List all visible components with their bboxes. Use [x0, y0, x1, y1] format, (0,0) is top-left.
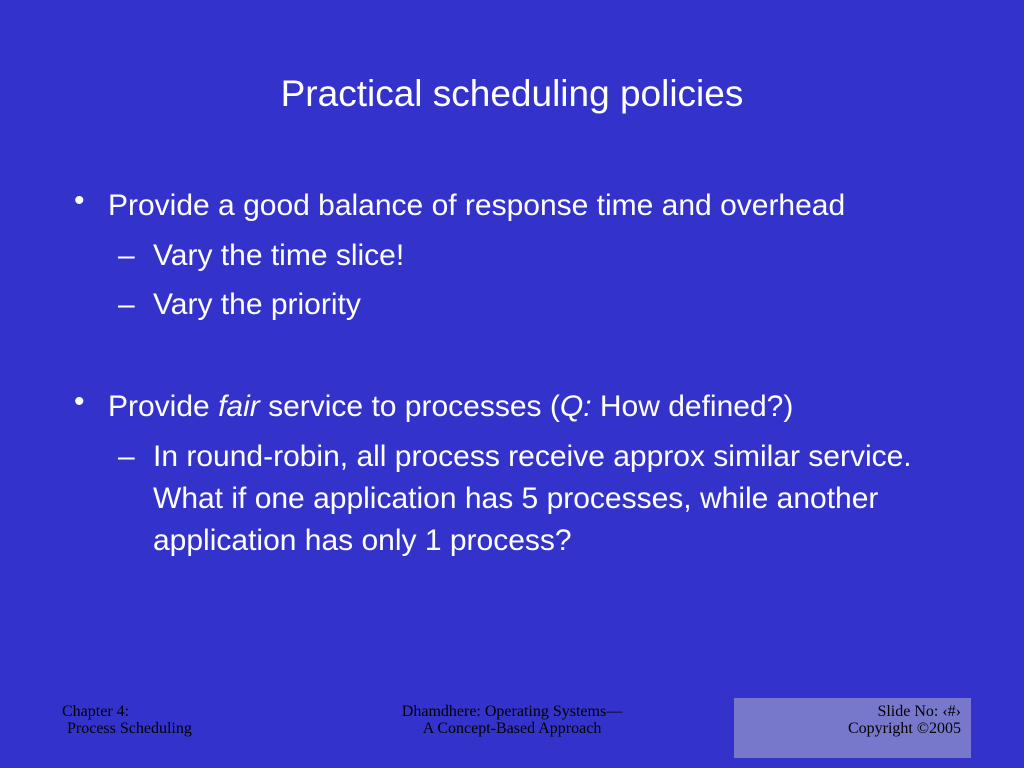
sub-bullet-dash: – — [118, 440, 135, 473]
question-label: Q: — [559, 390, 592, 423]
footer-chapter-line2: Process Scheduling — [67, 720, 192, 737]
bullet-dot: • — [74, 184, 85, 217]
sub-bullet-dash: – — [118, 239, 135, 272]
bullet-text-middle: service to processes ( — [259, 390, 560, 423]
footer-book-line2: A Concept-Based Approach — [422, 720, 602, 737]
sub-bullet-dash: – — [118, 288, 135, 321]
footer-slide-info — [848, 703, 961, 737]
sub-bullet-round-robin: In round-robin, all process receive approx similar service. What if one application has 5 processes, while another application has only 1 process? — [153, 440, 912, 557]
sub-bullet-priority: Vary the priority — [153, 288, 361, 321]
footer-book — [362, 703, 662, 737]
bullet-text-emphasis: fair — [218, 390, 260, 423]
bullet-item-balance: Provide a good balance of response time and overhead — [108, 189, 846, 222]
slide-title: Practical scheduling policies — [280, 73, 744, 114]
bullet-text-suffix: How defined?) — [591, 390, 794, 423]
slide-number: Slide No: ‹#› — [877, 703, 961, 720]
bullet-text-prefix: Provide — [108, 390, 219, 423]
footer-book-line1: Dhamdhere: Operating Systems— — [401, 703, 623, 720]
copyright: Copyright ©2005 — [847, 720, 961, 737]
bullet-item-fair-service — [108, 386, 793, 428]
footer-slide-info-box — [734, 698, 971, 758]
footer-chapter-line1: Chapter 4: — [62, 703, 130, 720]
footer-chapter — [62, 703, 192, 737]
bullet-dot: • — [74, 385, 85, 418]
sub-bullet-time-slice: Vary the time slice! — [153, 239, 405, 272]
